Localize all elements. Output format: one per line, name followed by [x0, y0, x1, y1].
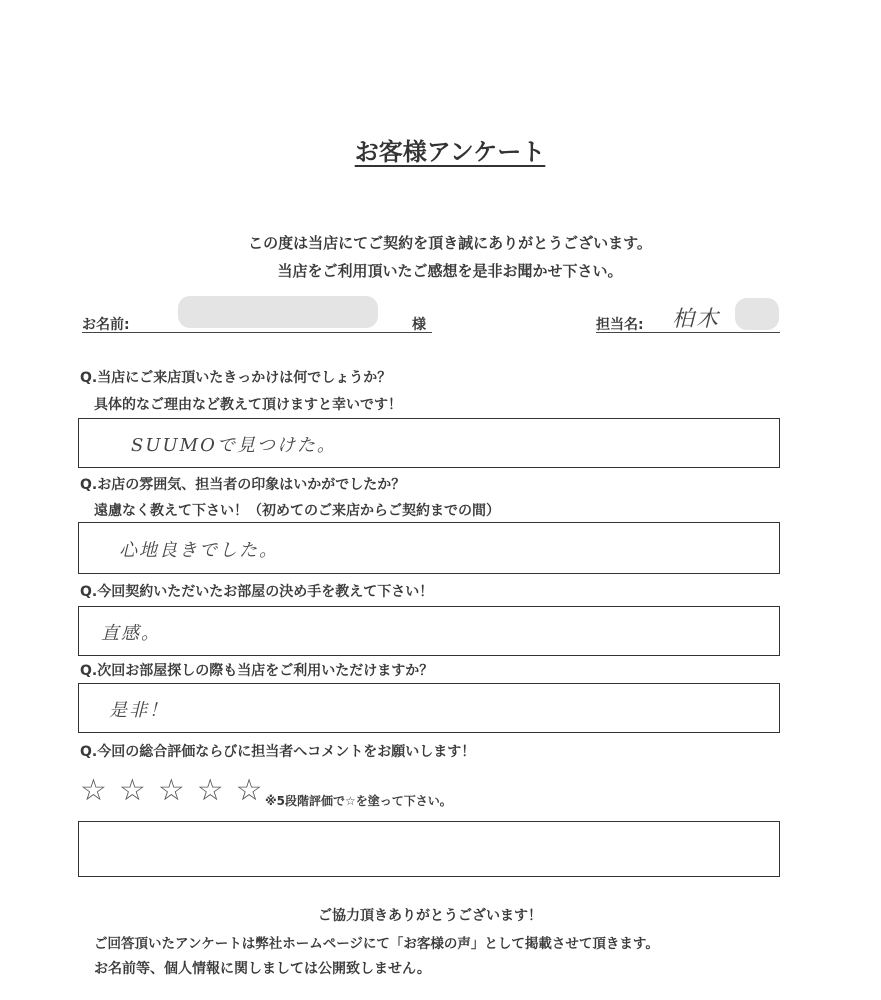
question-3-line-1: Q.今回契約いただいたお部屋の決め手を教えて下さい！ — [80, 584, 434, 600]
star-5-icon[interactable]: ☆ — [235, 773, 263, 808]
name-suffix: 様 — [412, 317, 426, 333]
answer-box-2 — [78, 522, 780, 574]
question-4-line-1: Q.次回お部屋探しの際も当店をご利用いただけますか？ — [80, 663, 434, 679]
staff-name-handwritten: 柏木 — [672, 307, 721, 332]
question-1-line-1: Q.当店にご来店頂いたきっかけは何でしょうか？ — [80, 370, 392, 386]
intro-line-1: この度は当店にてご契約を頂き誠にありがとうございます。 — [248, 234, 652, 252]
answer-3-handwritten: 直感。 — [101, 623, 161, 644]
star-3-icon[interactable]: ☆ — [157, 773, 185, 808]
footer-line-1: ご協力頂きありがとうございます！ — [318, 908, 542, 924]
star-2-icon[interactable]: ☆ — [118, 773, 146, 808]
answer-4-handwritten: 是非！ — [109, 700, 169, 721]
question-2-line-2: 遠慮なく教えて下さい！（初めてのご来店からご契約までの間） — [94, 503, 500, 519]
star-1-icon[interactable]: ☆ — [80, 773, 107, 808]
answer-1-handwritten: SUUMOで見つけた。 — [131, 435, 337, 456]
footer-line-2: ご回答頂いたアンケートは弊社ホームページにて「お客様の声」として掲載させて頂きます。 — [94, 936, 659, 952]
answer-box-3 — [78, 606, 780, 656]
rating-stars — [80, 773, 263, 808]
rating-note: ※5段階評価で☆を塗って下さい。 — [265, 794, 452, 808]
question-5-line-1: Q.今回の総合評価ならびに担当者へコメントをお願いします！ — [80, 744, 476, 760]
staff-underline — [596, 332, 780, 333]
staff-label: 担当名: — [596, 317, 644, 333]
staff-redaction — [735, 298, 779, 330]
intro-line-2: 当店をご利用頂いたご感想を是非お聞かせ下さい。 — [277, 262, 623, 280]
answer-2-handwritten: 心地良きでした。 — [119, 540, 279, 561]
comment-box — [78, 821, 780, 877]
name-label: お名前: — [82, 317, 130, 333]
survey-title — [0, 132, 881, 167]
answer-box-4 — [78, 683, 780, 733]
name-redaction — [178, 296, 378, 328]
survey-title-text: お客様アンケート — [354, 138, 546, 166]
question-1-line-2: 具体的なご理由など教えて頂けますと幸いです！ — [94, 397, 402, 413]
answer-box-1 — [78, 418, 780, 468]
footer-line-3: お名前等、個人情報に関しましては公開致しません。 — [94, 961, 431, 977]
question-2-line-1: Q.お店の雰囲気、担当者の印象はいかがでしたか？ — [80, 477, 406, 493]
name-underline — [82, 332, 432, 333]
star-4-icon[interactable]: ☆ — [196, 773, 224, 808]
